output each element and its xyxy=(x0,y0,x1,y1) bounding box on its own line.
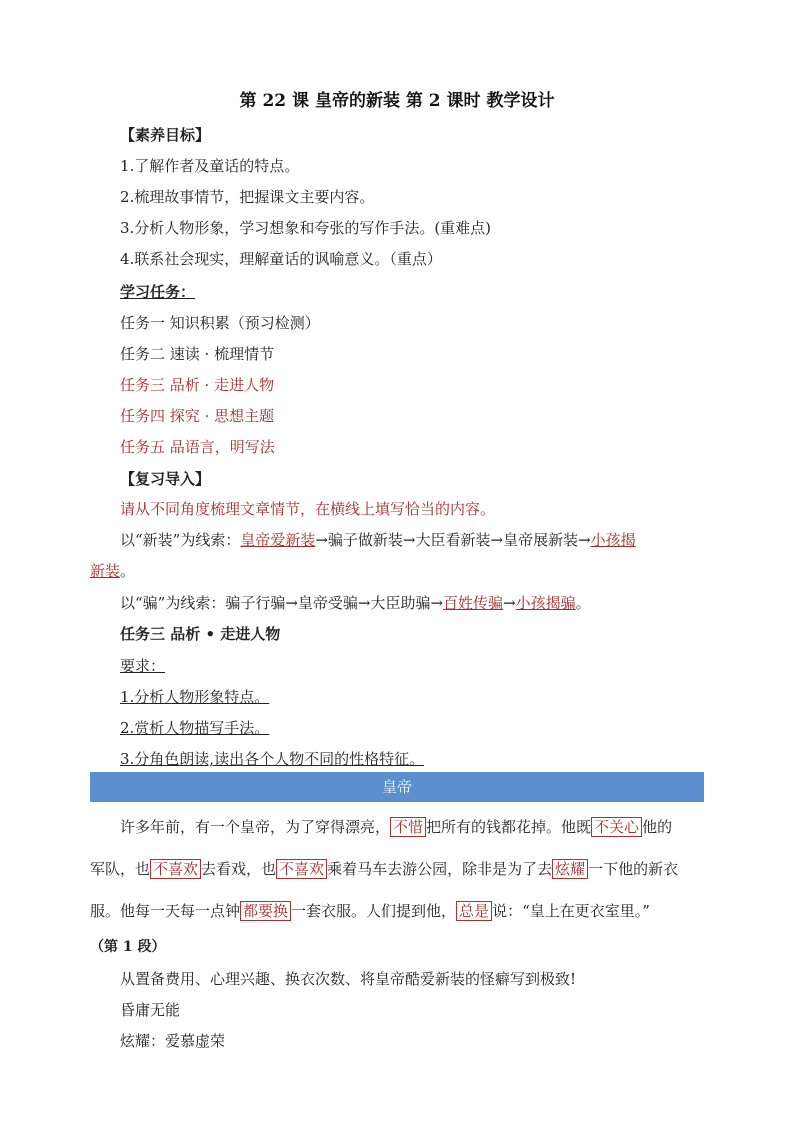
review-prompt: 请从不同角度梳理文章情节，在横线上填写恰当的内容。 xyxy=(120,500,496,518)
requirements-label: 要求： xyxy=(120,657,166,675)
keyword-box: 都要换 xyxy=(240,901,291,921)
keyword-box: 不关心 xyxy=(591,817,642,837)
task-item-highlighted: 任务五 品语言，明写法 xyxy=(120,438,275,456)
passage-line: 服。他每一天每一点钟 都要换 一套衣服。人们提到他， 总是 说：“皇上在更衣室里。” xyxy=(90,902,650,920)
goal-item: 4.联系社会现实，理解童话的讽喻意义。（重点） xyxy=(120,250,442,268)
keyword-box: 不喜欢 xyxy=(276,859,327,879)
note-line: 从置备费用、心理兴趣、换衣次数、将皇帝酷爱新装的怪癖写到极致! xyxy=(120,970,577,988)
keyword-box: 不惜 xyxy=(390,817,426,837)
answer-blank: 百姓传骗 xyxy=(443,594,504,612)
task3-heading: 任务三 品析 • 走进人物 xyxy=(120,625,281,643)
passage-line: 军队，也 不喜欢 去看戏，也 不喜欢 乘着马车去游公园，除非是为了去 炫耀 一下他的新衣 xyxy=(90,860,679,878)
plot-line-clothes-cont: 新装。 xyxy=(90,562,136,580)
goal-item: 1.了解作者及童话的特点。 xyxy=(120,157,300,175)
note-line: 炫耀：爱慕虚荣 xyxy=(120,1032,226,1050)
answer-blank: 小孩揭骗 xyxy=(515,594,576,612)
keyword-box: 炫耀 xyxy=(552,859,588,879)
requirement-item: 3.分角色朗读,读出各个人物不同的性格特征。 xyxy=(120,750,425,768)
requirement-item: 1.分析人物形象特点。 xyxy=(120,688,270,706)
task-item-highlighted: 任务三 品析 · 走进人物 xyxy=(120,376,275,394)
passage-line: 许多年前，有一个皇帝，为了穿得漂亮， 不惜 把所有的钱都花掉。他既 不关心 他的 xyxy=(120,818,673,836)
character-banner: 皇帝 xyxy=(90,772,704,802)
review-heading: 【复习导入】 xyxy=(120,470,211,488)
task-item-highlighted: 任务四 探究 · 思想主题 xyxy=(120,407,275,425)
tasks-heading: 学习任务： xyxy=(120,283,196,301)
answer-blank: 皇帝爱新装 xyxy=(240,531,316,549)
passage-source: （第 1 段） xyxy=(90,939,166,955)
task-item: 任务一 知识积累（预习检测） xyxy=(120,314,320,332)
task-item: 任务二 速读 · 梳理情节 xyxy=(120,345,275,363)
requirement-item: 2.赏析人物描写手法。 xyxy=(120,719,270,737)
page-title: 第 22 课 皇帝的新装 第 2 课时 教学设计 xyxy=(239,91,555,111)
plot-line-deceit: 以“骗”为线索：骗子行骗→皇帝受骗→大臣助骗→百姓传骗→小孩揭骗。 xyxy=(120,594,591,612)
keyword-box: 总是 xyxy=(456,901,492,921)
note-line: 昏庸无能 xyxy=(120,1001,181,1019)
goal-item: 3.分析人物形象，学习想象和夸张的写作手法。(重难点) xyxy=(120,219,492,237)
goals-heading: 【素养目标】 xyxy=(120,126,211,144)
answer-blank: 小孩揭 xyxy=(590,531,636,549)
goal-item: 2.梳理故事情节，把握课文主要内容。 xyxy=(120,188,375,206)
plot-line-clothes: 以“新装”为线索：皇帝爱新装→骗子做新装→大臣看新装→皇帝展新装→小孩揭 xyxy=(120,531,636,549)
answer-blank: 新装 xyxy=(90,562,121,580)
keyword-box: 不喜欢 xyxy=(150,859,201,879)
